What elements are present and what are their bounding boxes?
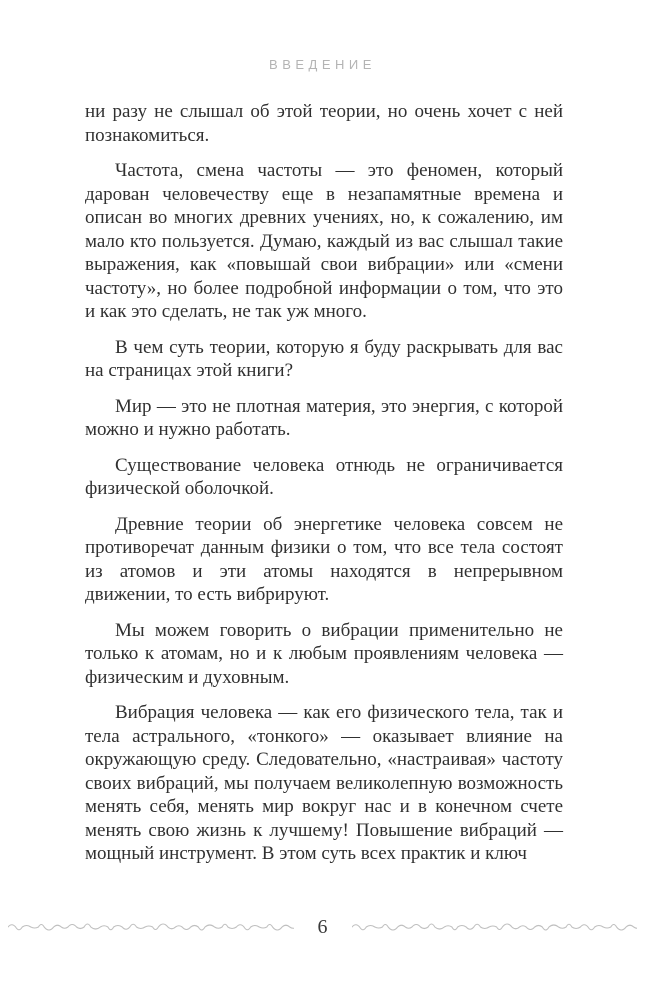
paragraph: Частота, смена частоты — это феномен, который дарован человечеству еще в незапамятные времена и описан во многих древних учениях, но, к сожалению, им мало кто пользуется. Думаю, каждый из вас слышал такие выражения, как «повышай свои вибрации» или «смени частоту», но более подробной информации о том, что это и как это сделать, не так уж много. [85,160,563,322]
paragraph: Существование человека отнюдь не ограничивается физической оболочкой. [85,454,563,499]
paragraph: ни разу не слышал об этой теории, но очень хочет с ней познакомиться. [85,101,563,146]
page-footer [0,910,645,944]
squiggle-right [352,919,638,935]
squiggle-left-line [8,924,294,930]
squiggle-right-line [352,924,638,930]
paragraph: В чем суть теории, которую я буду раскрывать для вас на страницах этой книги? [85,336,563,381]
body-text [85,100,563,878]
paragraph: Древние теории об энергетике человека совсем не противоречат данным физики о том, что все тела состоят из атомов и эти атомы находятся в непрерывном движении, то есть вибрируют. [85,513,563,605]
paragraph: Мир — это не плотная материя, это энергия, с которой можно и нужно работать. [85,395,563,440]
page-number: 6 [317,915,328,938]
running-head: ВВЕДЕНИЕ [269,57,376,72]
paragraph: Вибрация человека — как его физического тела, так и тела астрального, «тонкого» — оказывает влияние на окружающую среду. Следовательно, «настраивая» частоту своих вибраций, мы получаем великолепную возможность менять себя, менять мир вокруг нас и в конечном счете менять свою жизнь к лучшему! Повышение вибраций — мощный инструмент. В этом суть всех практик и ключ [85,702,563,864]
squiggle-left [8,919,294,935]
paragraph: Мы можем говорить о вибрации применительно не только к атомам, но и к любым проявлениям человека — физическим и духовным. [85,619,563,688]
